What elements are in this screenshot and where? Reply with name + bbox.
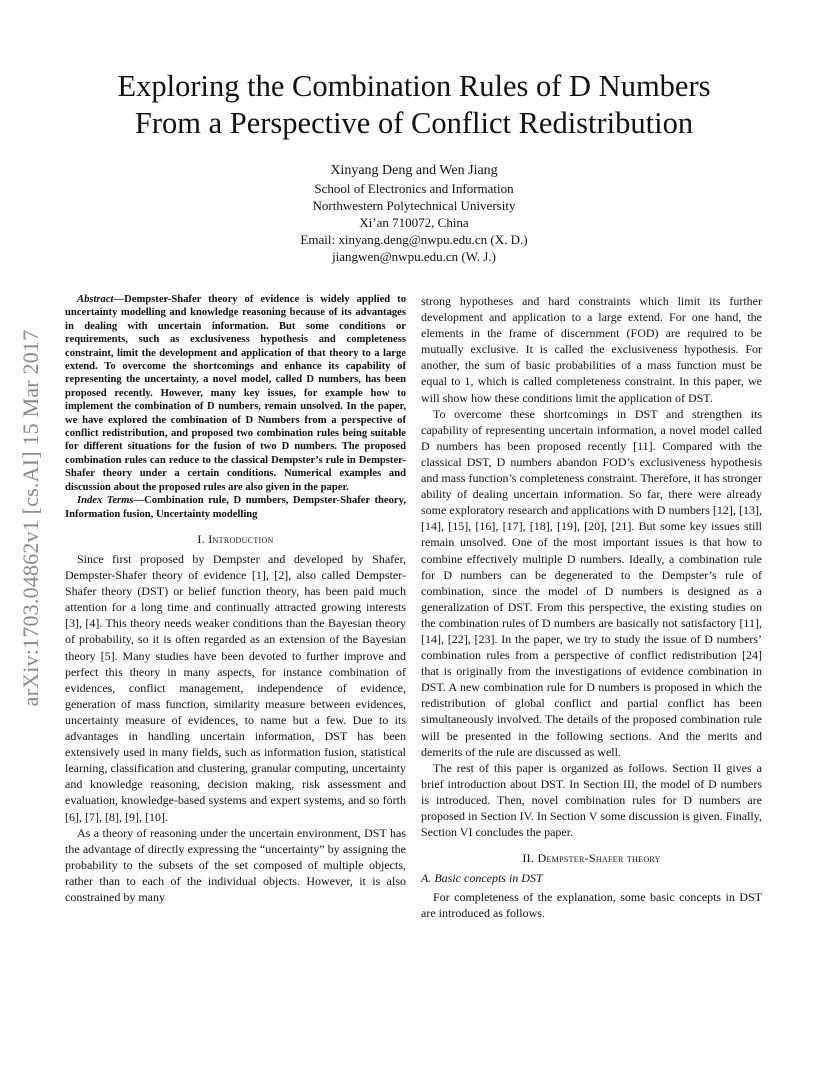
email-second: jiangwen@nwpu.edu.cn (W. J.): [332, 249, 496, 264]
affiliation-school: School of Electronics and Information: [314, 181, 514, 196]
index-terms: [65, 494, 406, 521]
abstract: [65, 293, 406, 494]
abstract-label: Abstract: [77, 294, 114, 305]
title-line-1: Exploring the Combination Rules of D Numbers: [117, 69, 711, 103]
intro-paragraph-2: As a theory of reasoning under the uncertain environment, DST has the advantage of directly expressing the “uncertainty” by assigning the probability to the subsets of the set composed of multiple objects, rather than to each of the individual objects. However, it is also constrained by many: [65, 825, 406, 904]
paper-title: [60, 68, 768, 142]
abstract-text: —Dempster-Shafer theory of evidence is widely applied to uncertainty modelling and knowledge reasoning because of its advantages in dealing with uncertain information. But some conditions or requirements, such as exclusiveness hypothesis and completeness constraint, limit the development and application of that theory to a large extend. To overcome the shortcomings and enhance its capability of representing the uncertainty, a novel model, called D numbers, has been proposed recently. However, many key issues, for example how to implement the combination of D numbers, remain unsolved. In the paper, we have explored the combination of D Numbers from a perspective of conflict redistribution, and proposed two combination rules being suitable for different situations for the fusion of two D numbers. The proposed combination rules can reduce to the classical Dempster’s rule in Dempster-Shafer theory under a certain conditions. Numerical examples and discussion about the proposed rules are also given in the paper.: [65, 294, 406, 493]
section-introduction-heading: I. Introduction: [197, 531, 274, 546]
arxiv-identifier: [16, 262, 46, 774]
arxiv-identifier-text: arXiv:1703.04862v1 [cs.AI] 15 Mar 2017: [18, 329, 43, 707]
right-column: [421, 293, 762, 922]
index-terms-label: Index Terms: [77, 495, 134, 507]
title-line-2: From a Perspective of Conflict Redistribution: [134, 106, 694, 140]
affiliation-university: Northwestern Polytechnical University: [312, 198, 516, 213]
intro-paragraph-3: strong hypotheses and hard constraints which limit its further development and application to a large extend. For one hand, the elements in the frame of discernment (FOD) are required to be mutually exclusive. It is called the exclusiveness hypothesis. For another, the sum of basic probabilities of a mass function must be equal to 1, which is called completeness constraint. In this paper, we will show how these conditions limit the application of DST.: [421, 294, 762, 405]
intro-paragraph-1: Since first proposed by Dempster and developed by Shafer, Dempster-Shafer theory of evidence [1], [2], also called Dempster-Shafer theory (DST) or belief function theory, has been paid much attention for a long time and continually attracted growing interests [3], [4]. This theory needs weaker conditions than the Bayesian theory of probability, so it is often regarded as an extension of the Bayesian theory [5]. Many studies have been devoted to further improve and perfect this theory in many aspects, for instance combination of evidences, conflict management, independence of evidence, generation of mass function, similarity measure between evidences, uncertainty measure of evidences, to name but a few. Due to its advantages in handling uncertain information, DST has been extensively used in many fields, such as information fusion, statistical learning, classification and clustering, granular computing, uncertainty and knowledge reasoning, decision making, risk assessment and evaluation, knowledge-based systems and expert systems, and so forth [6], [7], [8], [9], [10].: [65, 552, 406, 824]
author-names: Xinyang Deng and Wen Jiang: [330, 163, 498, 178]
intro-paragraph-4: To overcome these shortcomings in DST and strengthen its capability of representing uncertain information, a novel model called D numbers has been proposed recently [11]. Compared with the classical DST, D numbers abandon FOD’s exclusiveness hypothesis and mass function’s completeness constraint. Therefore, it has stronger ability of dealing uncertain information. So far, there were already some exploratory research and applications with D numbers [12], [13], [14], [15], [16], [17], [18], [19], [20], [21]. But some key issues still remain unsolved. One of the most important issues is that how to combine effectively multiple D numbers. Ideally, a combination rule for D numbers can be degenerated to the Dempster’s rule of combination, since the model of D numbers is designed as a generalization of DST. From this perspective, the existing studies on the combination rules of D numbers are basically not satisfactory [11], [14], [22], [23]. In the paper, we try to study the issue of D numbers’ combination rules from a perspective of conflict redistribution [24] that is originally from the investigations of evidence combination in DST. A new combination rule for D numbers is proposed in which the redistribution of global conflict and partial conflict has been simultaneously involved. The details of the proposed combination rule will be presented in the following sections. And the merits and demerits of the rule are discussed as well.: [421, 406, 762, 759]
email-first: Email: xinyang.deng@nwpu.edu.cn (X. D.): [300, 232, 528, 247]
affiliation-city: Xi’an 710072, China: [359, 215, 469, 230]
dst-paragraph-1: For completeness of the explanation, some basic concepts in DST are introduced as follows.: [421, 890, 762, 921]
author-block: [200, 162, 628, 265]
left-column: [65, 293, 406, 905]
subsection-basic-concepts: A. Basic concepts in DST: [421, 871, 543, 886]
intro-paragraph-5: The rest of this paper is organized as follows. Section II gives a brief introduction about DST. In Section III, the model of D numbers is introduced. Then, novel combination rules for D numbers are proposed in Section IV. In Section V some discussion is given. Finally, Section VI concludes the paper.: [421, 760, 762, 840]
section-dst-heading: II. Dempster-Shafer theory: [522, 851, 661, 866]
index-terms-text: —Combination rule, D numbers, Dempster-Shafer theory, Information fusion, Uncertainty modelling: [65, 495, 406, 520]
